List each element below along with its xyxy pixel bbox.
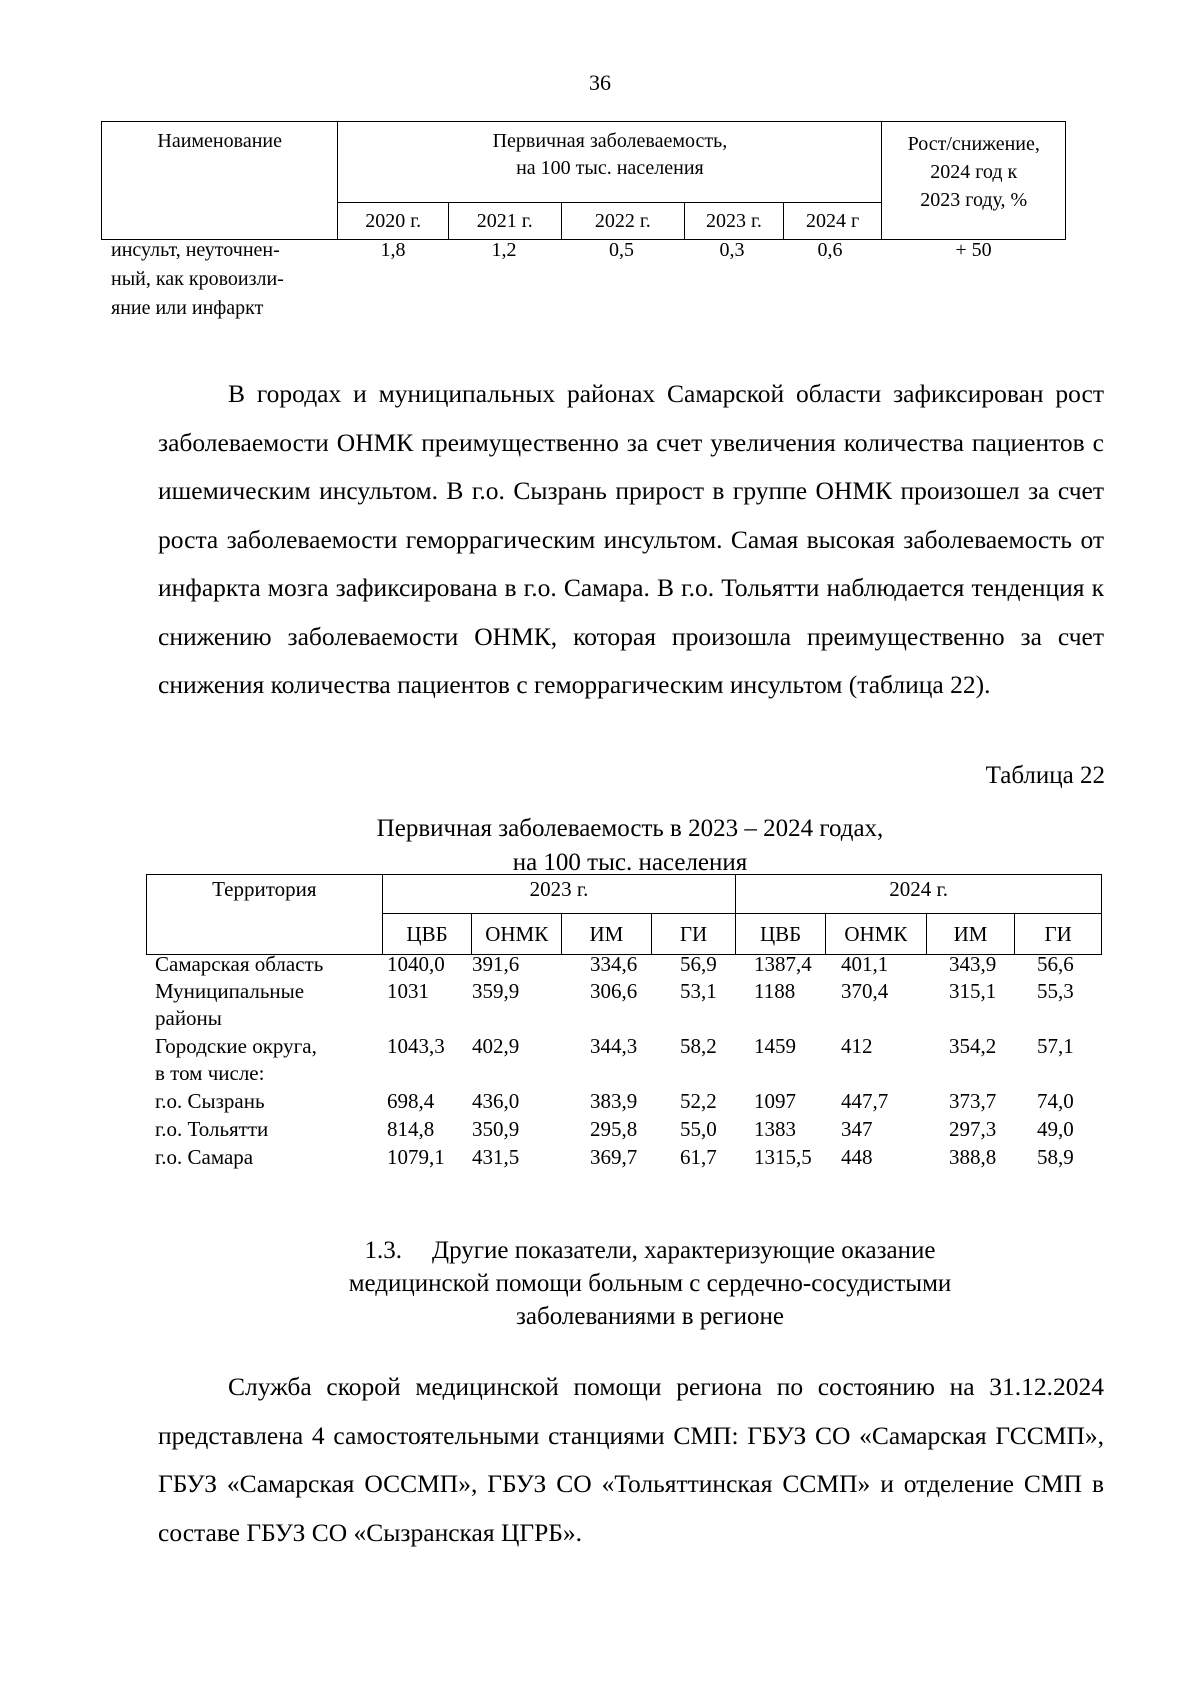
- cell: 391,6: [472, 952, 520, 976]
- table-row: [146, 978, 1102, 1033]
- section-heading: [0, 1234, 1200, 1333]
- cell: 1031: [387, 979, 429, 1003]
- row-territory: Самарская область: [155, 952, 324, 976]
- header-year-2020: 2020 г.: [338, 203, 449, 240]
- cell: 343,9: [949, 952, 997, 976]
- cell-2024: 0,6: [817, 239, 843, 261]
- cell: 1097: [754, 1089, 796, 1113]
- cell: 1040,0: [387, 952, 445, 976]
- section-number: 1.3.: [364, 1237, 403, 1264]
- cell: 1188: [754, 979, 796, 1003]
- cell: 447,7: [841, 1089, 889, 1113]
- cell: 402,9: [472, 1034, 520, 1058]
- cell: 350,9: [472, 1117, 520, 1141]
- cell: 315,1: [949, 979, 997, 1003]
- cell: 49,0: [1037, 1117, 1074, 1141]
- table-row: [146, 1088, 1102, 1116]
- cell-2022: 0,5: [609, 239, 634, 261]
- body-paragraph: [158, 370, 1104, 710]
- cell: 56,6: [1037, 952, 1074, 976]
- cell: 297,3: [949, 1117, 997, 1141]
- header-change: Рост/снижение, 2024 год к 2023 году, %: [882, 122, 1066, 240]
- row-territory: Муниципальные районы: [155, 979, 305, 1030]
- table-title: [0, 812, 1200, 880]
- paragraph-text: В городах и муниципальных районах Самарской области зафиксирован рост заболеваемости ОНМК преимущественно за счет увеличения количества пациентов с ишемическим инсультом. В г.о. Сызрань прирост в группе ОНМК произошел за счет роста заболеваемости геморрагическим инсультом. Самая высокая заболеваемость от инфаркта мозга зафиксирована в г.о. Самара. В г.о. Тольятти наблюдается тенденция к снижению заболеваемости ОНМК, которая произошла преимущественно за счет снижения количества пациентов с геморрагическим инсультом (таблица 22).: [158, 379, 1104, 699]
- cell: 306,6: [590, 979, 638, 1003]
- cell: 344,3: [590, 1034, 638, 1058]
- cell-change: + 50: [955, 239, 992, 261]
- row-name: инсульт, неуточнен- ный, как кровоизли- яние или инфаркт: [111, 239, 284, 319]
- cell: 55,0: [680, 1117, 717, 1141]
- cell: 57,1: [1037, 1034, 1074, 1058]
- cell-2020: 1,8: [380, 239, 406, 261]
- header-year-2024: 2024 г: [783, 203, 882, 240]
- cell: 1079,1: [387, 1145, 445, 1169]
- row-territory: г.о. Сызрань: [155, 1089, 265, 1113]
- cell: 370,4: [841, 979, 889, 1003]
- table-row: [101, 236, 1066, 326]
- cell: 1043,3: [387, 1034, 445, 1058]
- cell: 55,3: [1037, 979, 1074, 1003]
- table-row: [146, 1116, 1102, 1144]
- subheader-im: ИМ: [926, 914, 1015, 955]
- header-name: Наименование: [102, 122, 338, 240]
- table-row: [146, 951, 1102, 978]
- header-incidence: Первичная заболеваемость, на 100 тыс. населения: [338, 122, 882, 203]
- cell: 56,9: [680, 952, 717, 976]
- incidence-table-continued: [101, 121, 1066, 240]
- header-year-2024: 2024 г.: [736, 875, 1102, 914]
- cell: 58,2: [680, 1034, 717, 1058]
- page-number: 36: [589, 70, 611, 95]
- cell: 1315,5: [754, 1145, 812, 1169]
- body-paragraph: [158, 1363, 1104, 1557]
- cell: 431,5: [472, 1145, 520, 1169]
- cell: 58,9: [1037, 1145, 1074, 1169]
- cell: 448: [841, 1145, 873, 1169]
- header-year-2023: 2023 г.: [685, 203, 784, 240]
- cell: 295,8: [590, 1117, 638, 1141]
- cell: 74,0: [1037, 1089, 1074, 1113]
- cell: 401,1: [841, 952, 889, 976]
- cell: 698,4: [387, 1089, 435, 1113]
- subheader-onmk: ОНМК: [825, 914, 926, 955]
- cell-2021: 1,2: [491, 239, 517, 261]
- subheader-im: ИМ: [562, 914, 652, 955]
- incidence-table-body: [101, 236, 1066, 326]
- subheader-gi: ГИ: [1015, 914, 1102, 955]
- section-heading-line: заболеваниями в регионе: [516, 1303, 784, 1330]
- cell: 373,7: [949, 1089, 997, 1113]
- section-heading-line: медицинской помощи больным с сердечно-сосудистыми: [348, 1270, 952, 1297]
- cell: 52,2: [680, 1089, 717, 1113]
- header-year-2022: 2022 г.: [561, 203, 685, 240]
- row-territory: Городские округа, в том числе:: [155, 1034, 317, 1085]
- cell: 53,1: [680, 979, 717, 1003]
- subheader-cvb: ЦВБ: [382, 914, 472, 955]
- cell: 1387,4: [754, 952, 812, 976]
- subheader-cvb: ЦВБ: [736, 914, 826, 955]
- cell: 814,8: [387, 1117, 435, 1141]
- cell: 334,6: [590, 952, 638, 976]
- cell: 354,2: [949, 1034, 997, 1058]
- cell: 359,9: [472, 979, 520, 1003]
- cell: 1383: [754, 1117, 796, 1141]
- cell: 412: [841, 1034, 873, 1058]
- cell-2023: 0,3: [719, 239, 745, 261]
- row-territory: г.о. Тольятти: [155, 1117, 269, 1141]
- paragraph-text: Служба скорой медицинской помощи региона по состоянию на 31.12.2024 представлена 4 самостоятельными станциями СМП: ГБУЗ СО «Самарская ГССМП», ГБУЗ «Самарская ОССМП», ГБУЗ СО «Тольяттинская ССМП» и отделение СМП в составе ГБУЗ СО «Сызранская ЦГРБ».: [158, 1372, 1104, 1547]
- section-title: Другие показатели, характеризующие оказание: [432, 1237, 936, 1264]
- section-heading-line: [0, 1234, 1200, 1267]
- cell: 383,9: [590, 1089, 638, 1113]
- header-territory: Территория: [147, 875, 383, 955]
- cell: 436,0: [472, 1089, 520, 1113]
- table-row: [146, 1033, 1102, 1088]
- table-row: [146, 1144, 1102, 1172]
- row-territory: г.о. Самара: [155, 1145, 254, 1169]
- subheader-gi: ГИ: [651, 914, 736, 955]
- subheader-onmk: ОНМК: [472, 914, 562, 955]
- cell: 1459: [754, 1034, 796, 1058]
- table-number: Таблица 22: [985, 762, 1105, 789]
- header-year-2023: 2023 г.: [382, 875, 736, 914]
- header-year-2021: 2021 г.: [448, 203, 561, 240]
- cell: 369,7: [590, 1145, 638, 1169]
- table-22: [146, 874, 1102, 955]
- cell: 388,8: [949, 1145, 997, 1169]
- table-title-line: на 100 тыс. населения: [512, 849, 748, 876]
- table-22-body: [146, 951, 1102, 1172]
- table-title-line: Первичная заболеваемость в 2023 – 2024 годах,: [376, 815, 884, 842]
- cell: 61,7: [680, 1145, 717, 1169]
- cell: 347: [841, 1117, 873, 1141]
